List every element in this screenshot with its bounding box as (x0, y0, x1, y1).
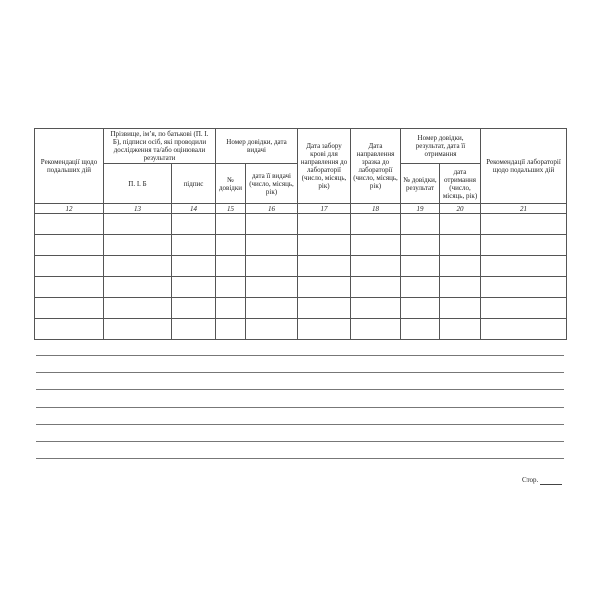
table-cell[interactable] (298, 277, 351, 298)
table-cell[interactable] (298, 298, 351, 319)
ruled-line[interactable] (36, 458, 564, 459)
table-row (35, 277, 567, 298)
table-cell[interactable] (401, 235, 440, 256)
column-number: 19 (401, 204, 440, 214)
group-15-16-header: Номер довідки, дата видачі (216, 129, 298, 164)
table-cell[interactable] (246, 298, 298, 319)
col15-header: № довідки (216, 164, 246, 204)
table-row (35, 298, 567, 319)
table-cell[interactable] (216, 298, 246, 319)
table-cell[interactable] (298, 256, 351, 277)
col19-header: № довідки, результат (401, 164, 440, 204)
table-cell[interactable] (401, 256, 440, 277)
table-cell[interactable] (401, 214, 440, 235)
table-cell[interactable] (216, 256, 246, 277)
table-cell[interactable] (104, 214, 172, 235)
group-13-14-header: Прізвище, ім’я, по батькові (П. І. Б), підписи осіб, які проводили дослідження та/або оцінювали результати (104, 129, 216, 164)
table-cell[interactable] (298, 214, 351, 235)
ruled-line[interactable] (36, 407, 564, 408)
table-cell[interactable] (481, 256, 567, 277)
table-cell[interactable] (246, 235, 298, 256)
col20-header: дата отримання (число, місяць, рік) (440, 164, 481, 204)
table-cell[interactable] (298, 319, 351, 340)
col13-header: П. І. Б (104, 164, 172, 204)
table-cell[interactable] (481, 235, 567, 256)
table-cell[interactable] (172, 214, 216, 235)
table-cell[interactable] (440, 256, 481, 277)
column-number: 18 (351, 204, 401, 214)
table-cell[interactable] (440, 214, 481, 235)
table-row (35, 256, 567, 277)
col14-header: підпис (172, 164, 216, 204)
table-cell[interactable] (246, 256, 298, 277)
column-number: 21 (481, 204, 567, 214)
table-cell[interactable] (481, 277, 567, 298)
table-row (35, 235, 567, 256)
column-number: 15 (216, 204, 246, 214)
table-cell[interactable] (401, 319, 440, 340)
table-cell[interactable] (351, 214, 401, 235)
table-row (35, 214, 567, 235)
page-label: Стор. (522, 476, 539, 484)
table-cell[interactable] (246, 277, 298, 298)
ruled-line[interactable] (36, 355, 564, 356)
column-number: 20 (440, 204, 481, 214)
table-cell[interactable] (401, 298, 440, 319)
ruled-line[interactable] (36, 372, 564, 373)
table-cell[interactable] (35, 256, 104, 277)
ruled-line[interactable] (36, 389, 564, 390)
table-cell[interactable] (298, 235, 351, 256)
table-cell[interactable] (481, 214, 567, 235)
table-cell[interactable] (172, 277, 216, 298)
group-19-20-header: Номер довідки, результат, дата її отримання (401, 129, 481, 164)
table-cell[interactable] (351, 298, 401, 319)
table-cell[interactable] (216, 277, 246, 298)
table-cell[interactable] (104, 235, 172, 256)
table-cell[interactable] (351, 277, 401, 298)
table-cell[interactable] (104, 319, 172, 340)
table-cell[interactable] (35, 298, 104, 319)
table-cell[interactable] (440, 235, 481, 256)
table-cell[interactable] (246, 214, 298, 235)
table-cell[interactable] (104, 298, 172, 319)
table-cell[interactable] (104, 256, 172, 277)
table-cell[interactable] (401, 277, 440, 298)
table-cell[interactable] (35, 214, 104, 235)
table-cell[interactable] (172, 319, 216, 340)
table-cell[interactable] (481, 298, 567, 319)
table-cell[interactable] (216, 214, 246, 235)
table-cell[interactable] (35, 277, 104, 298)
table-cell[interactable] (481, 319, 567, 340)
column-number: 17 (298, 204, 351, 214)
col18-header: Дата направлення зразка до лабораторії (число, місяць, рік) (351, 129, 401, 204)
col21-header: Рекомендації лабораторії щодо подальших дій (481, 129, 567, 204)
table-cell[interactable] (172, 235, 216, 256)
page-number-field (522, 476, 562, 485)
table-cell[interactable] (104, 277, 172, 298)
table-cell[interactable] (216, 235, 246, 256)
col16-header: дата її видачі (число, місяць, рік) (246, 164, 298, 204)
table-cell[interactable] (440, 298, 481, 319)
column-number: 12 (35, 204, 104, 214)
column-number: 13 (104, 204, 172, 214)
table-cell[interactable] (35, 319, 104, 340)
col12-header: Рекомендації щодо подальших дій (35, 129, 104, 204)
register-table (34, 128, 567, 340)
table-cell[interactable] (172, 298, 216, 319)
table-cell[interactable] (440, 319, 481, 340)
table-cell[interactable] (351, 256, 401, 277)
table-cell[interactable] (351, 235, 401, 256)
table-cell[interactable] (172, 256, 216, 277)
column-number: 14 (172, 204, 216, 214)
ruled-line[interactable] (36, 424, 564, 425)
page-number-blank[interactable] (540, 477, 562, 485)
table-cell[interactable] (351, 319, 401, 340)
column-number-row (35, 204, 567, 214)
table-cell[interactable] (35, 235, 104, 256)
col17-header: Дата забору крові для направлення до лабораторії (число, місяць, рік) (298, 129, 351, 204)
table-cell[interactable] (216, 319, 246, 340)
column-number: 16 (246, 204, 298, 214)
table-cell[interactable] (246, 319, 298, 340)
table-cell[interactable] (440, 277, 481, 298)
ruled-line[interactable] (36, 441, 564, 442)
table-row (35, 319, 567, 340)
